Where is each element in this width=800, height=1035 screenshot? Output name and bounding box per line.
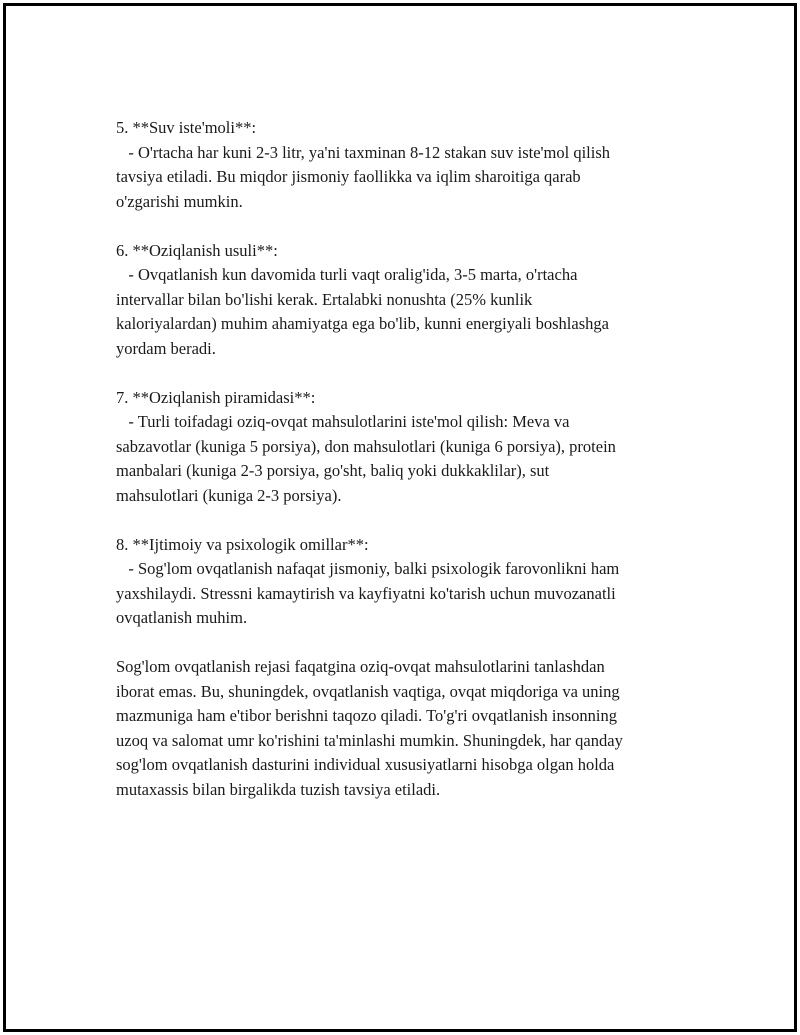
section-heading: 8. **Ijtimoiy va psixologik omillar**: (116, 534, 369, 554)
section-eating-method (116, 239, 696, 362)
conclusion-line: uzoq va salomat umr ko'rishini ta'minlashi mumkin. Shuningdek, har qanday (116, 730, 623, 750)
conclusion-line: mazmuniga ham e'tibor berishni taqozo qiladi. To'g'ri ovqatlanish insonning (116, 706, 617, 725)
section-line: - Turli toifadagi oziq-ovqat mahsulotlarini iste'mol qilish: Meva va (116, 412, 570, 431)
section-line: - Ovqatlanish kun davomida turli vaqt oralig'ida, 3-5 marta, o'rtacha (116, 265, 578, 284)
conclusion-paragraph (116, 655, 696, 802)
section-line: tavsiya etiladi. Bu miqdor jismoniy faollikka va iqlim sharoitiga qarab (116, 167, 581, 186)
section-line: yordam beradi. (116, 338, 216, 358)
section-line: ovqatlanish muhim. (116, 608, 248, 627)
section-line: mahsulotlari (kuniga 2-3 porsiya). (116, 485, 342, 505)
section-heading: 5. **Suv iste'moli**: (116, 118, 257, 137)
section-heading: 6. **Oziqlanish usuli**: (116, 240, 278, 260)
document-body (116, 116, 696, 827)
section-line: kaloriyalardan) muhim ahamiyatga ega bo'lib, kunni energiyali boshlashga (116, 314, 609, 333)
conclusion-line: Sog'lom ovqatlanish rejasi faqatgina oziq-ovqat mahsulotlarini tanlashdan (116, 657, 605, 676)
section-line: manbalari (kuniga 2-3 porsiya, go'sht, baliq yoki dukkaklilar), sut (116, 461, 550, 480)
section-line: - O'rtacha har kuni 2-3 litr, ya'ni taxminan 8-12 stakan suv iste'mol qilish (116, 142, 610, 162)
conclusion-line: iborat emas. Bu, shuningdek, ovqatlanish vaqtiga, ovqat miqdoriga va uning (116, 681, 620, 701)
section-line: - Sog'lom ovqatlanish nafaqat jismoniy, balki psixologik farovonlikni ham (116, 559, 620, 578)
section-line: yaxshilaydi. Stressni kamaytirish va kayfiyatni ko'tarish uchun muvozanatli (116, 583, 616, 603)
section-social-psychological (116, 533, 696, 631)
section-line: sabzavotlar (kuniga 5 porsiya), don mahsulotlari (kuniga 6 porsiya), protein (116, 436, 616, 456)
section-food-pyramid (116, 386, 696, 509)
section-line: intervallar bilan bo'lishi kerak. Ertalabki nonushta (25% kunlik (116, 289, 533, 309)
section-water-intake (116, 116, 696, 214)
conclusion-line: mutaxassis bilan birgalikda tuzish tavsiya etiladi. (116, 779, 441, 799)
section-line: o'zgarishi mumkin. (116, 191, 243, 211)
conclusion-line: sog'lom ovqatlanish dasturini individual xususiyatlarni hisobga olgan holda (116, 755, 615, 774)
section-heading: 7. **Oziqlanish piramidasi**: (116, 387, 316, 407)
